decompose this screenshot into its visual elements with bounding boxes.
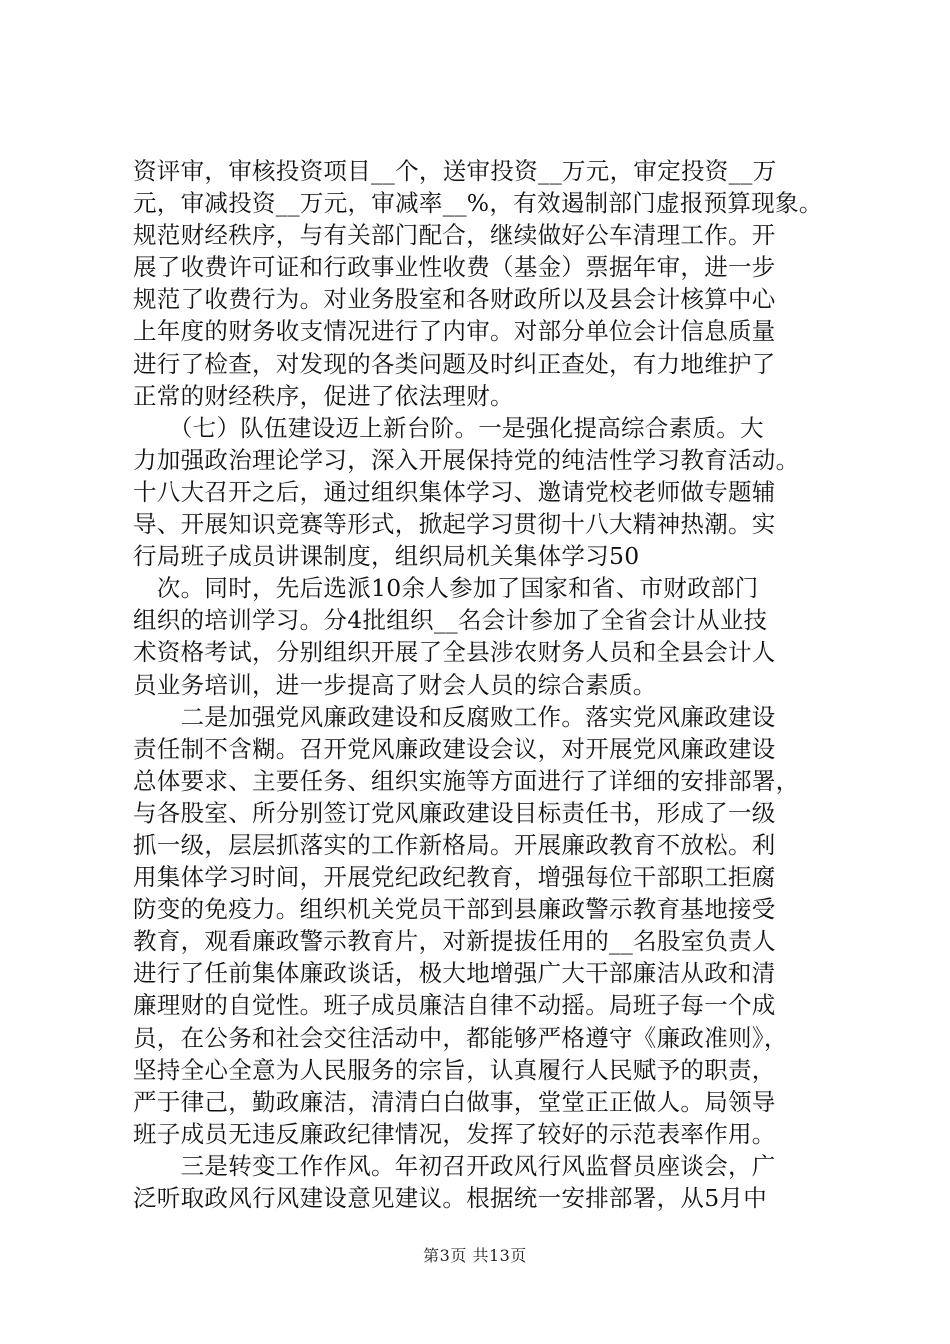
- text-line: 用集体学习时间，开展党纪政纪教育，增强每位干部职工拒腐: [133, 863, 776, 892]
- text-line: 进行了任前集体廉政谈话，极大地增强广大干部廉洁从政和清: [133, 959, 776, 988]
- text-line: 规范财经秩序，与有关部门配合，继续做好公车清理工作。开: [133, 221, 776, 250]
- text-line: 力加强政治理论学习，深入开展保持党的纯洁性学习教育活动。: [133, 445, 800, 474]
- document-body: [133, 155, 833, 1214]
- text-line: 元，审减投资__万元，审减率__%，有效遏制部门虚报预算现象。: [133, 189, 823, 218]
- text-line: 展了收费许可证和行政事业性收费（基金）票据年审，进一步: [133, 253, 776, 282]
- page-footer: 第3页 共13页: [423, 1246, 527, 1265]
- text-line: 进行了检查，对发现的各类问题及时纠正查处，有力地维护了: [133, 349, 776, 378]
- text-line: 术资格考试，分别组织开展了全县涉农财务人员和全县会计人: [133, 638, 776, 667]
- text-line: （七）队伍建设迈上新台阶。一是强化提高综合素质。大: [133, 413, 764, 442]
- text-line: 十八大召开之后，通过组织集体学习、邀请党校老师做专题辅: [133, 477, 776, 506]
- text-line: 三是转变工作作风。年初召开政风行风监督员座谈会，广: [133, 1151, 776, 1180]
- text-line: 规范了收费行为。对业务股室和各财政所以及县会计核算中心: [133, 285, 776, 314]
- text-line: 坚持全心全意为人民服务的宗旨，认真履行人民赋予的职责，: [133, 1055, 776, 1084]
- text-line: 班子成员无违反廉政纪律情况，发挥了较好的示范表率作用。: [133, 1119, 776, 1148]
- text-line: 次。同时，先后选派10余人参加了国家和省、市财政部门: [133, 574, 759, 603]
- text-line: 总体要求、主要任务、组织实施等方面进行了详细的安排部署，: [133, 766, 800, 795]
- text-line: 抓一级，层层抓落实的工作新格局。开展廉政教育不放松。利: [133, 830, 776, 859]
- text-line: 员，在公务和社会交往活动中，都能够严格遵守《廉政准则》，: [133, 1023, 788, 1052]
- text-line: 二是加强党风廉政建设和反腐败工作。落实党风廉政建设: [133, 702, 776, 731]
- text-line: 员业务培训，进一步提高了财会人员的综合素质。: [133, 670, 657, 699]
- text-line: 泛听取政风行风建设意见建议。根据统一安排部署，从5月中: [133, 1184, 768, 1212]
- text-line: 资评审，审核投资项目__个，送审投资__万元，审定投资__万: [133, 157, 777, 185]
- text-line: 导、开展知识竞赛等形式，掀起学习贯彻十八大精神热潮。实: [133, 510, 776, 539]
- text-line: 防变的免疫力。组织机关党员干部到县廉政警示教育基地接受: [133, 895, 776, 924]
- text-line: 正常的财经秩序，促进了依法理财。: [133, 381, 514, 410]
- text-line: 严于律己，勤政廉洁，清清白白做事，堂堂正正做人。局领导: [133, 1087, 776, 1116]
- text-line: 教育，观看廉政警示教育片，对新提拔任用的__名股室负责人: [133, 927, 776, 956]
- text-line: 上年度的财务收支情况进行了内审。对部分单位会计信息质量: [133, 317, 776, 346]
- text-line: 行局班子成员讲课制度，组织局机关集体学习50: [133, 542, 640, 571]
- text-line: 责任制不含糊。召开党风廉政建设会议，对开展党风廉政建设: [133, 734, 776, 763]
- text-line: 组织的培训学习。分4批组织__名会计参加了全省会计从业技: [133, 606, 768, 635]
- text-line: 与各股室、所分别签订党风廉政建设目标责任书，形成了一级: [133, 798, 776, 827]
- text-line: 廉理财的自觉性。班子成员廉洁自律不动摇。局班子每一个成: [133, 991, 776, 1020]
